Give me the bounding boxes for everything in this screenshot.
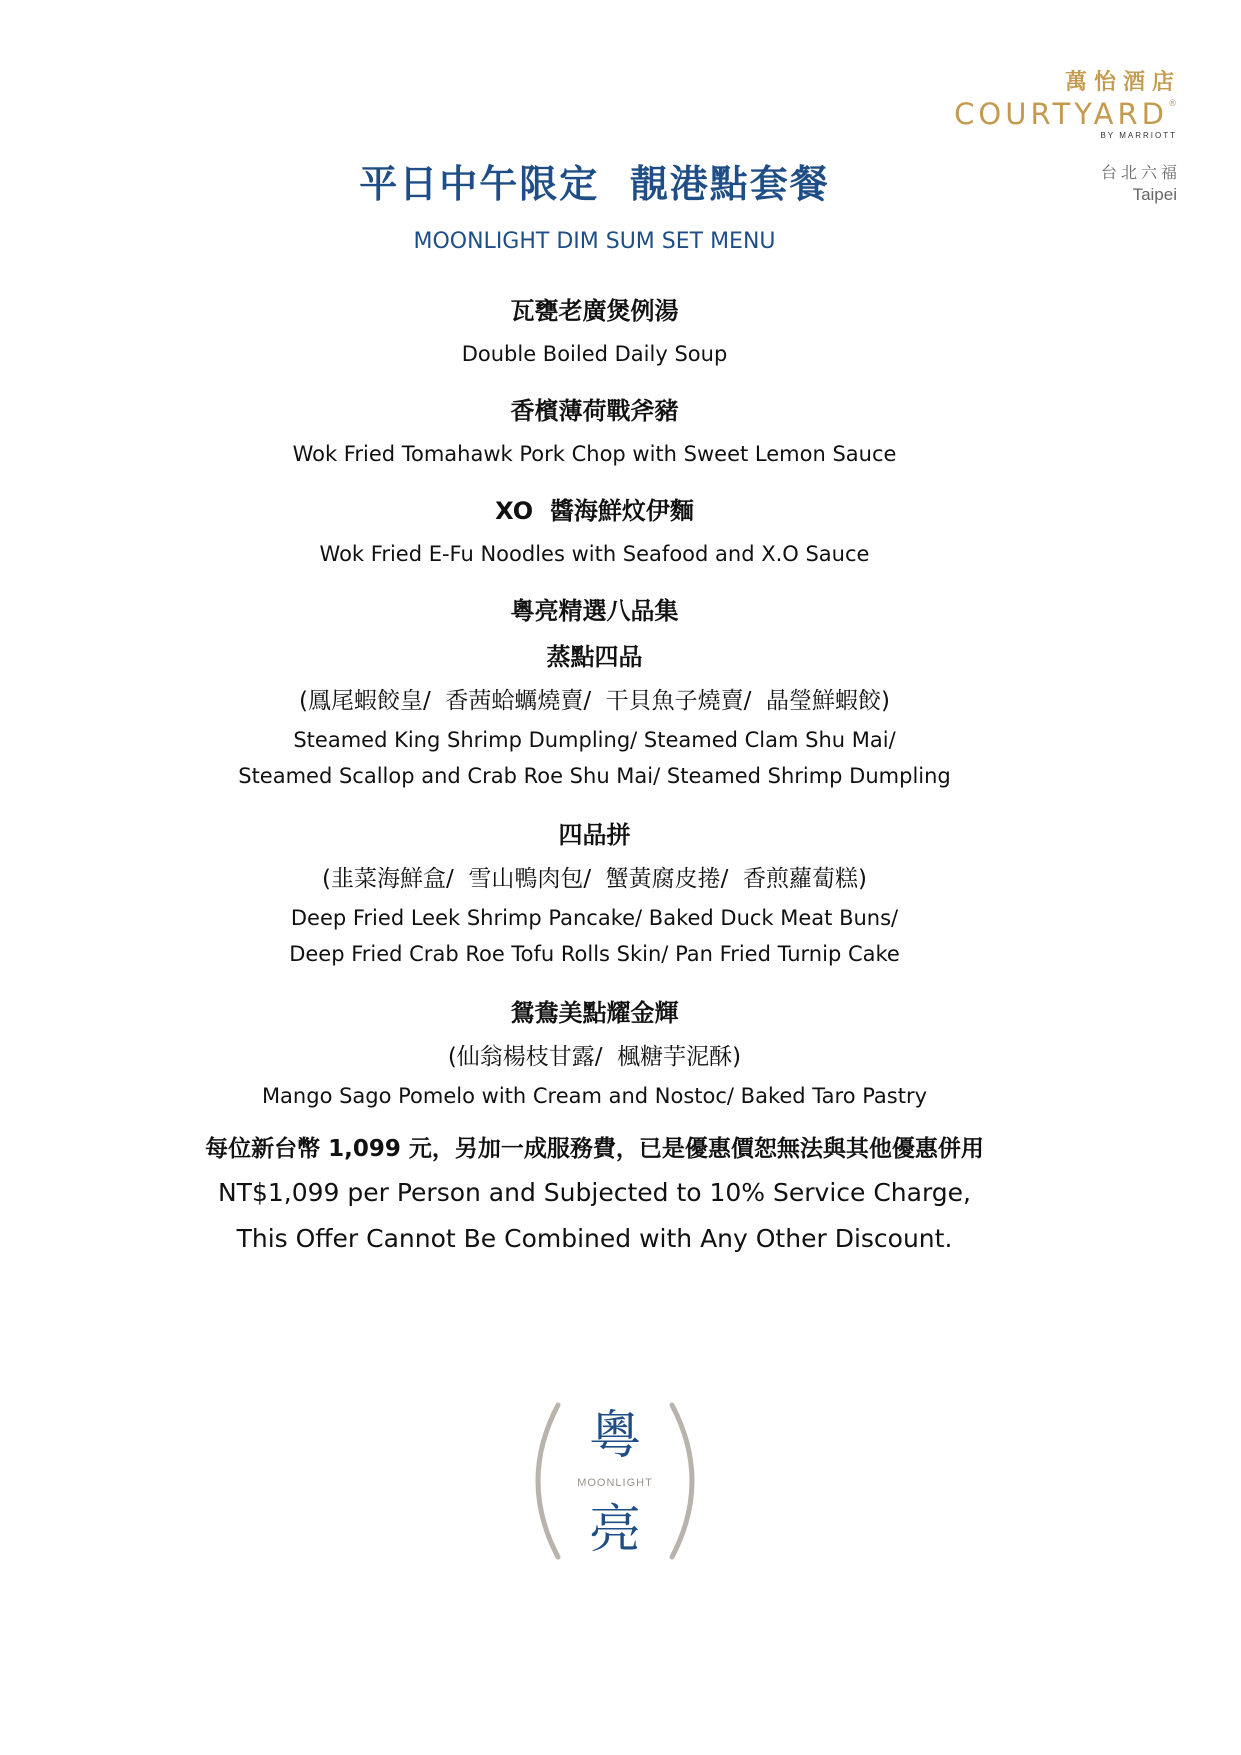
pork-title-zh: 香檳薄荷戰斧豬 [510, 397, 679, 425]
page-title-zh: 平日中午限定 靚港點套餐 [359, 162, 830, 206]
logo-brand-en-text: COURTYARD [954, 97, 1168, 131]
platter-items-en-1: Deep Fried Leek Shrimp Pancake/ Baked Duck Meat Buns/ [290, 906, 899, 930]
logo-location-en: Taipei [1132, 185, 1177, 204]
platter-items-en-2: Deep Fried Crab Roe Tofu Rolls Skin/ Pan Fried Turnip Cake [289, 942, 900, 966]
moonlight-emblem [528, 1395, 702, 1567]
dessert-title-zh: 鴛鴦美點耀金輝 [510, 999, 679, 1027]
price-note-en-1: NT$1,099 per Person and Subjected to 10% Service Charge, [217, 1178, 971, 1207]
platter-title-zh: 四品拼 [558, 821, 631, 849]
steamed-items-en-1: Steamed King Shrimp Dumpling/ Steamed Clam Shu Mai/ [293, 728, 896, 752]
steamed-items-en-2: Steamed Scallop and Crab Roe Shu Mai/ Steamed Shrimp Dumpling [238, 764, 951, 788]
emblem-top-char: 粵 [588, 1406, 642, 1466]
pork-title-en: Wok Fried Tomahawk Pork Chop with Sweet Lemon Sauce [292, 442, 897, 466]
page-title-en: MOONLIGHT DIM SUM SET MENU [413, 229, 776, 254]
logo-by-marriott: BY MARRIOTT [1100, 131, 1177, 140]
emblem-label: MOONLIGHT [577, 1477, 653, 1489]
price-note-zh: 每位新台幣 1,099 元，另加一成服務費，已是優惠價恕無法與其他優惠併用 [205, 1136, 984, 1162]
steamed-title-zh: 蒸點四品 [546, 643, 643, 671]
registered-mark: ® [1168, 99, 1177, 109]
soup-title-en: Double Boiled Daily Soup [461, 342, 728, 366]
price-note-en-2: This Offer Cannot Be Combined with Any Other Discount. [236, 1224, 953, 1253]
logo-brand-zh: 萬怡酒店 [1064, 70, 1181, 95]
soup-title-zh: 瓦甕老廣煲例湯 [510, 297, 679, 325]
selection-title-zh: 粵亮精選八品集 [510, 597, 679, 625]
moonlight-emblem-graphic [528, 1395, 702, 1567]
logo-location-zh: 台北六福 [1100, 163, 1181, 182]
dessert-items-en: Mango Sago Pomelo with Cream and Nostoc/ Baked Taro Pastry [261, 1084, 928, 1108]
emblem-bottom-char: 亮 [588, 1500, 642, 1560]
noodle-title-zh: XO 醬海鮮炆伊麵 [495, 497, 694, 525]
steamed-items-zh: (鳳尾蝦餃皇/ 香茜蛤蠣燒賣/ 干貝魚子燒賣/ 晶瑩鮮蝦餃) [298, 688, 891, 714]
platter-items-zh: (韭菜海鮮盒/ 雪山鴨肉包/ 蟹黃腐皮捲/ 香煎蘿蔔糕) [321, 866, 868, 892]
emblem-right-bracket [672, 1405, 692, 1557]
noodle-title-en: Wok Fried E-Fu Noodles with Seafood and X.O Sauce [319, 542, 870, 566]
menu-body [0, 150, 1215, 1262]
emblem-left-bracket [538, 1405, 558, 1557]
dessert-items-zh: (仙翁楊枝甘露/ 楓糖芋泥酥) [447, 1044, 742, 1070]
logo-brand-en [917, 97, 1177, 131]
